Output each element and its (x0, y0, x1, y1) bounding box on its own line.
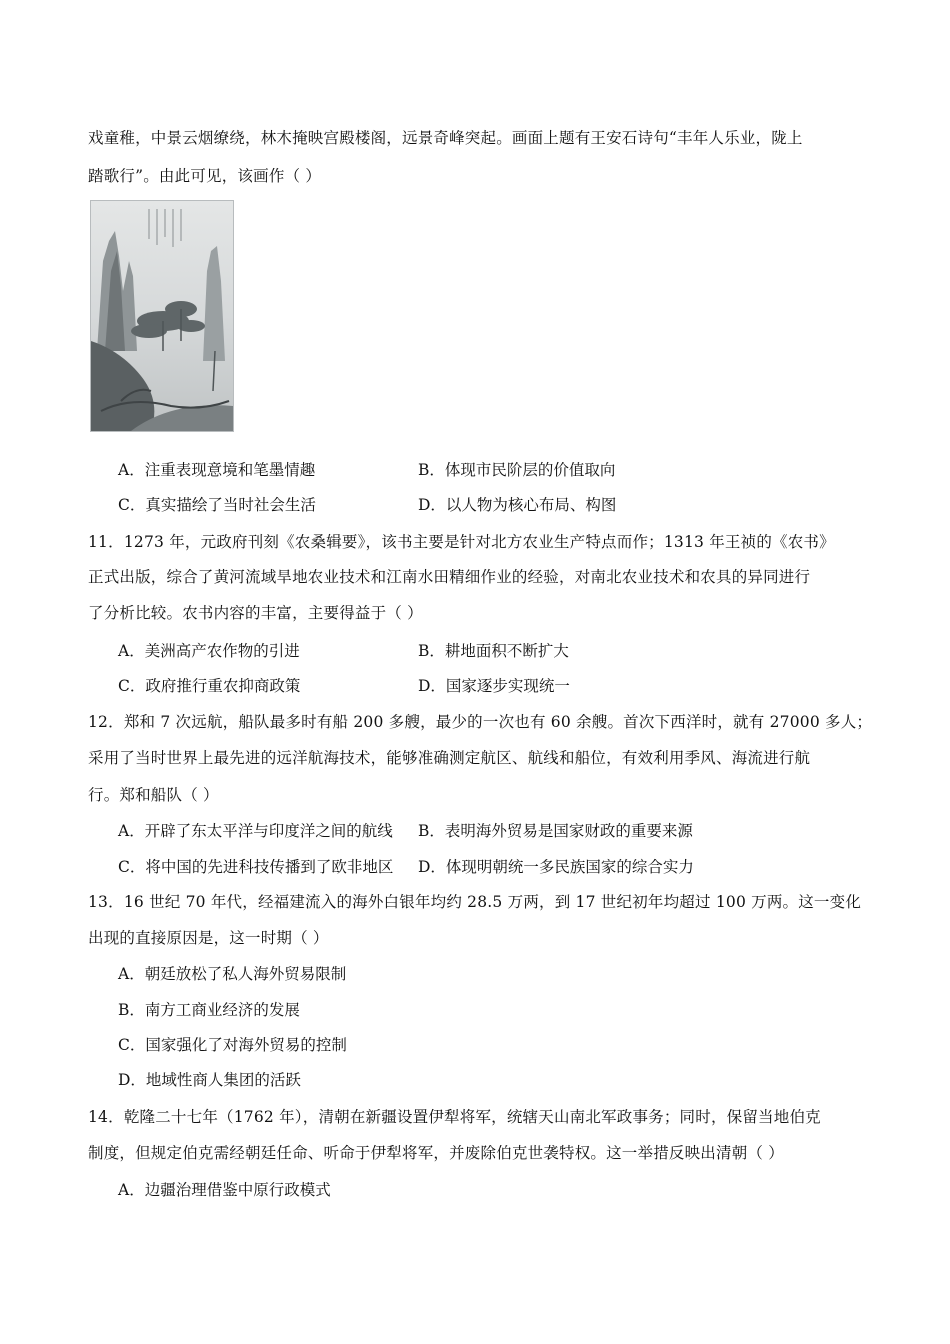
q14-option-a: A．边疆治理借鉴中原行政模式 (118, 1181, 331, 1199)
q10-option-d: D．以人物为核心布局、构图 (418, 496, 617, 514)
q13-stem-line-1: 13．16 世纪 70 年代，经福建流入的海外白银年均约 28.5 万两，到 17 世纪初年均超过 100 万两。这一变化 (88, 893, 862, 911)
q10-option-b: B．体现市民阶层的价值取向 (418, 461, 616, 479)
q12-option-d: D．体现明朝统一多民族国家的综合实力 (418, 858, 694, 876)
q11-stem-line-2: 正式出版，综合了黄河流域旱地农业技术和江南水田精细作业的经验，对南北农业技术和农具的异同进行 (88, 568, 811, 586)
q10-option-a: A．注重表现意境和笔墨情趣 (118, 461, 316, 479)
q11-option-c: C．政府推行重农抑商政策 (118, 677, 301, 695)
landscape-painting-icon (91, 201, 233, 431)
q12-stem-line-3: 行。郑和船队（ ） (88, 786, 219, 804)
q13-option-a: A．朝廷放松了私人海外贸易限制 (118, 965, 347, 983)
q10-option-c: C．真实描绘了当时社会生活 (118, 496, 316, 514)
q12-stem-line-1: 12．郑和 7 次远航，船队最多时有船 200 多艘，最少的一次也有 60 余艘。首次下西洋时，就有 27000 多人； (88, 713, 873, 731)
q12-stem-line-2: 采用了当时世界上最先进的远洋航海技术，能够准确测定航区、航线和船位，有效利用季风、海流进行航 (88, 749, 811, 767)
q14-stem-line-2: 制度，但规定伯克需经朝廷任命、听命于伊犁将军，并废除伯克世袭特权。这一举措反映出清朝（ ） (88, 1144, 784, 1162)
landscape-painting-image (90, 200, 234, 432)
q14-stem-line-1: 14．乾隆二十七年（1762 年），清朝在新疆设置伊犁将军，统辖天山南北军政事务；同时，保留当地伯克 (88, 1108, 821, 1126)
q13-option-d: D．地域性商人集团的活跃 (118, 1071, 301, 1089)
q11-option-d: D．国家逐步实现统一 (418, 677, 570, 695)
q10-stem-line-2: 踏歌行”。由此可见，该画作（ ） (88, 167, 322, 185)
q13-option-b: B．南方工商业经济的发展 (118, 1001, 300, 1019)
q11-stem-line-3: 了分析比较。农书内容的丰富，主要得益于（ ） (88, 604, 423, 622)
q13-stem-line-2: 出现的直接原因是，这一时期（ ） (88, 929, 329, 947)
q10-stem-line-1: 戏童稚，中景云烟缭绕，林木掩映宫殿楼阁，远景奇峰突起。画面上题有王安石诗句“丰年人乐业，陇上 (88, 129, 803, 147)
q12-option-a: A．开辟了东太平洋与印度洋之间的航线 (118, 822, 393, 840)
q12-option-c: C．将中国的先进科技传播到了欧非地区 (118, 858, 394, 876)
q11-option-b: B．耕地面积不断扩大 (418, 642, 569, 660)
q11-stem-line-1: 11．1273 年，元政府刊刻《农桑辑要》，该书主要是针对北方农业生产特点而作；1313 年王祯的《农书》 (88, 533, 835, 551)
q12-option-b: B．表明海外贸易是国家财政的重要来源 (418, 822, 693, 840)
q13-option-c: C．国家强化了对海外贸易的控制 (118, 1036, 347, 1054)
q11-option-a: A．美洲高产农作物的引进 (118, 642, 300, 660)
